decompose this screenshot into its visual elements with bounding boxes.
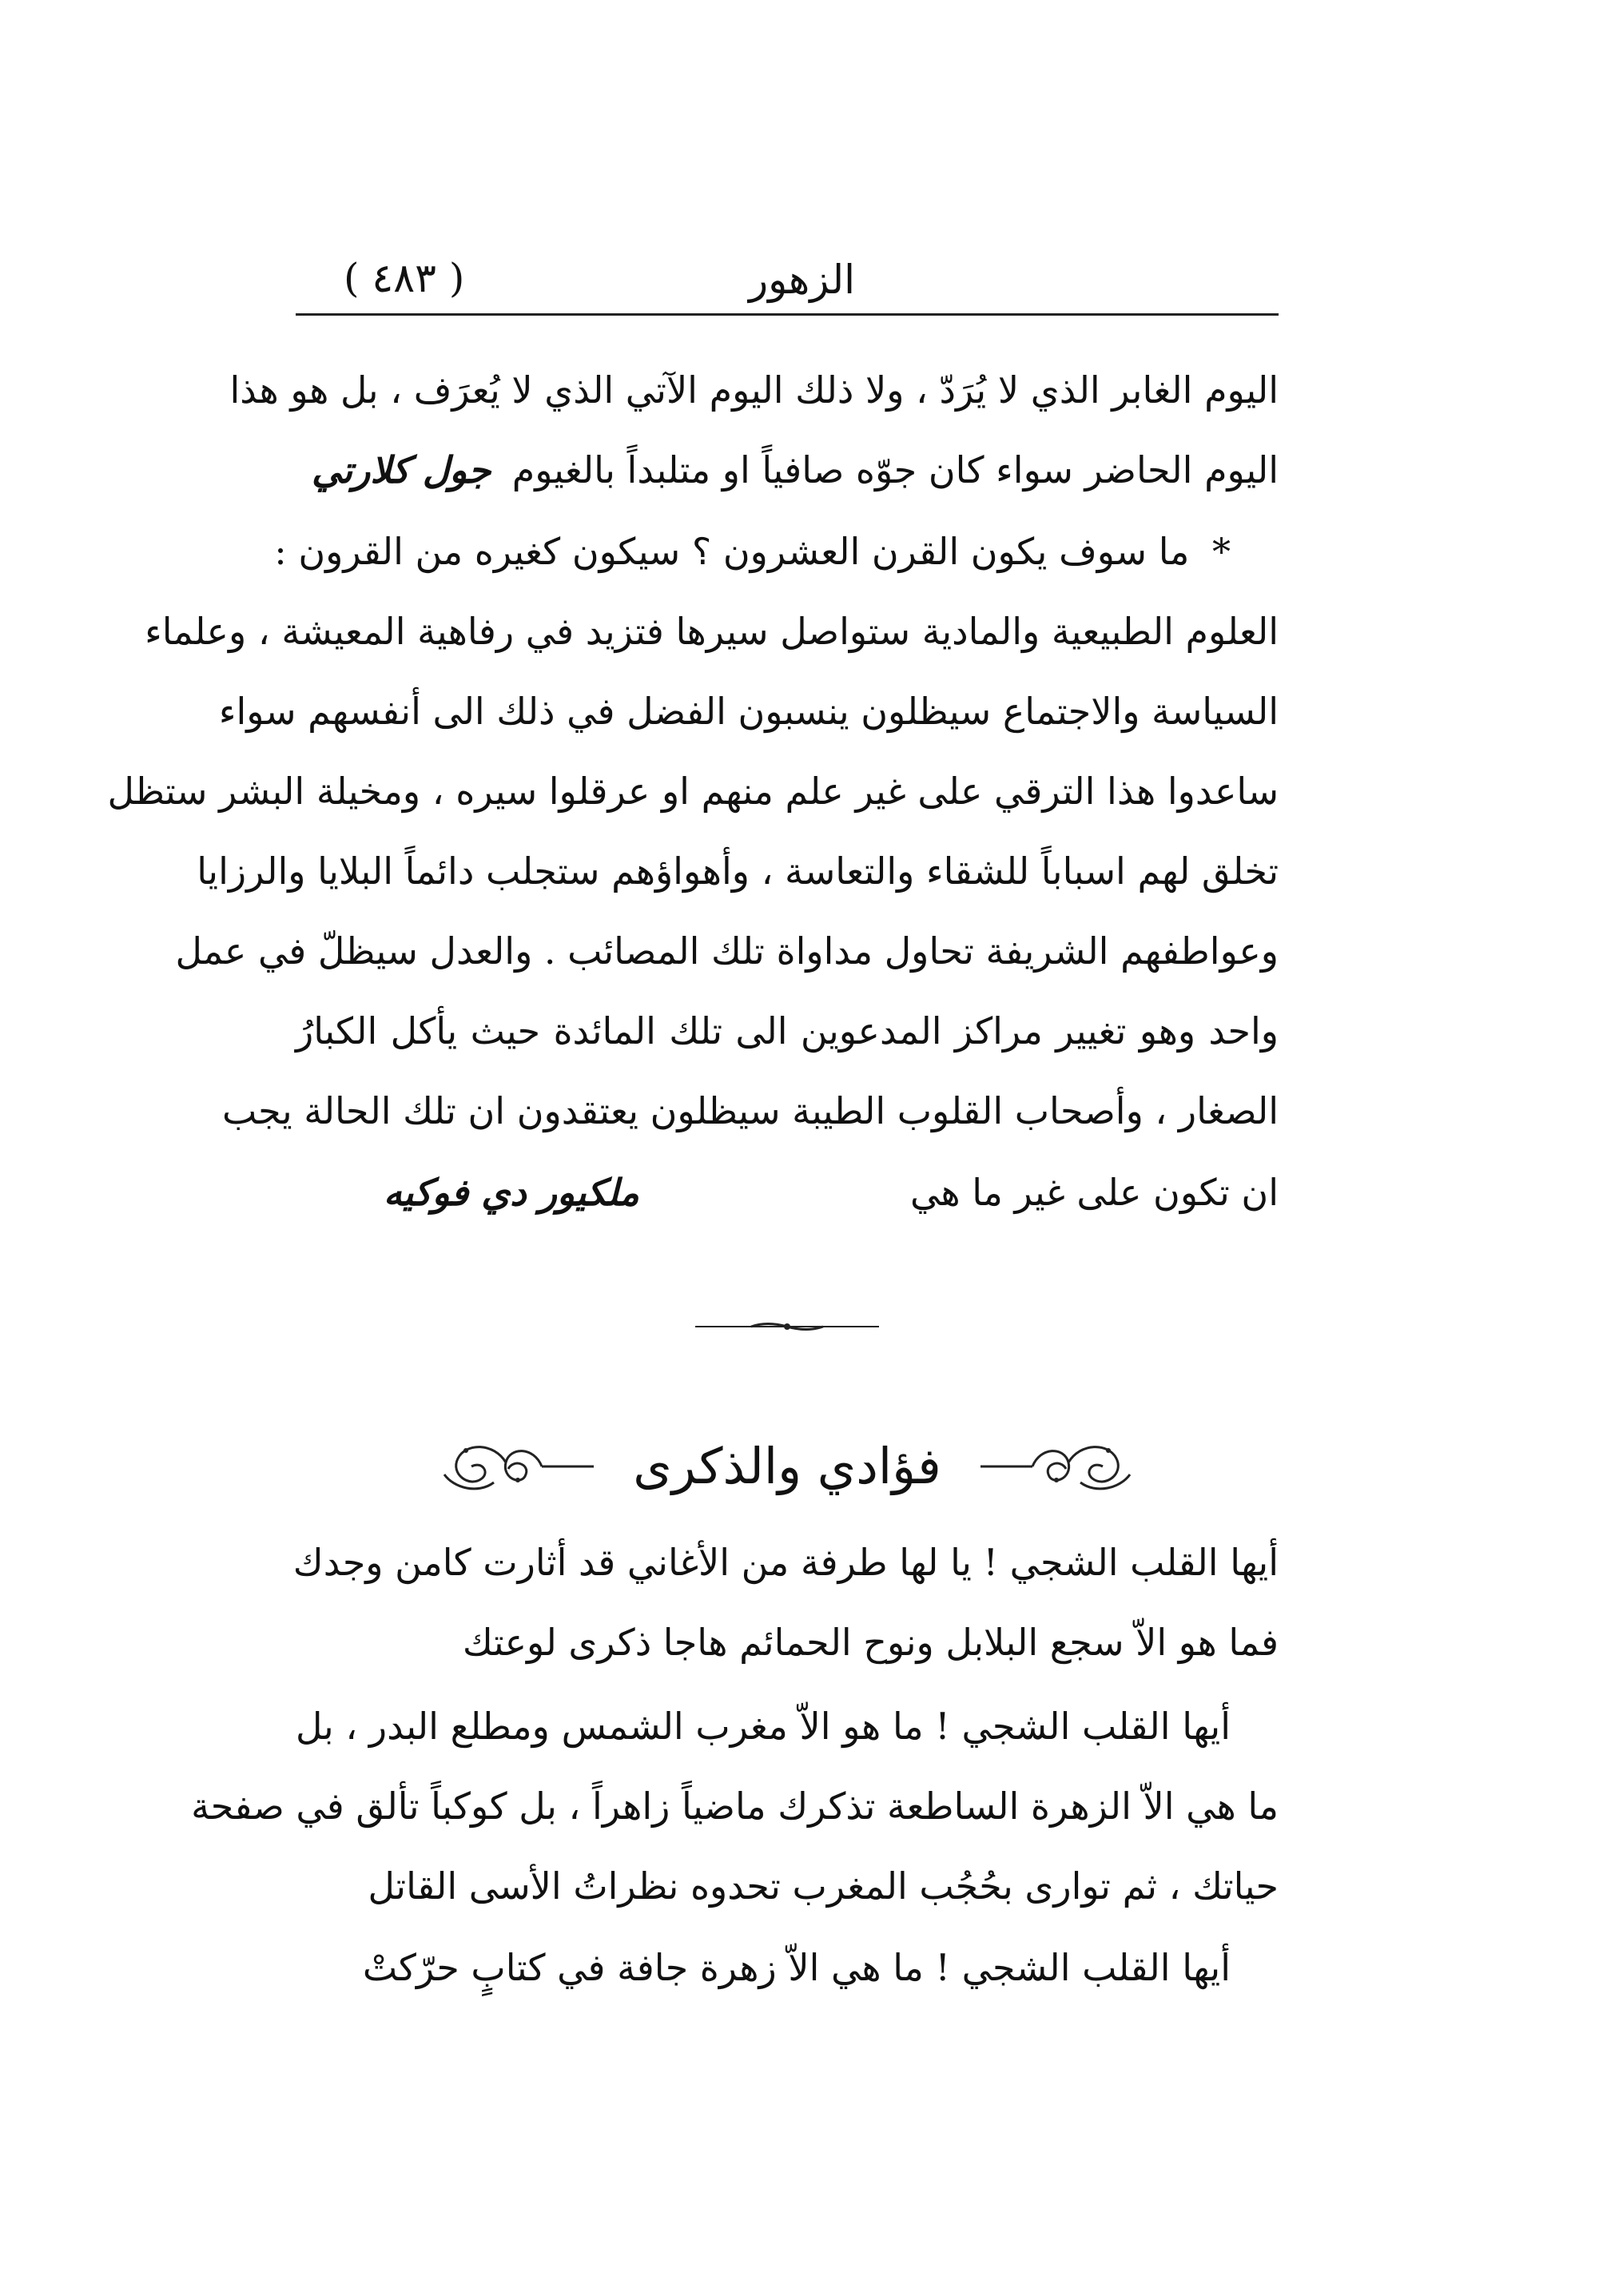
book-page [107, 0, 1279, 2296]
running-title: الزهور [748, 257, 855, 303]
text-line: السياسة والاجتماع سيظلون ينسبون الفضل في ذلك الى أنفسهم سواء [218, 690, 1279, 733]
right-ornament-icon [438, 1438, 598, 1494]
poem-line: أيها القلب الشجي ! يا لها طرفة من الأغاني قد أثارت كامن وجدك [292, 1541, 1279, 1584]
poem-line: ما هي الاّ الزهرة الساطعة تذكرك ماضياً زاهراً ، بل كوكباً تألق في صفحة [191, 1785, 1279, 1828]
page-number: ( ٤٨٣ ) [344, 255, 465, 301]
running-header [296, 240, 1279, 312]
poem-line: أيها القلب الشجي ! ما هي الاّ زهرة جافة في كتابٍ حرّكتْ [362, 1946, 1231, 1989]
text-line: ساعدوا هذا الترقي على غير علم منهم او عرقلوا سيره ، ومخيلة البشر ستظل [107, 770, 1279, 813]
text-line: الصغار ، وأصحاب القلوب الطيبة سيظلون يعتقدون ان تلك الحالة يجب [222, 1089, 1279, 1132]
text-line: وعواطفهم الشريفة تحاول مداواة تلك المصائب . والعدل سيظلّ في عمل [175, 929, 1279, 973]
text-line [274, 511, 1279, 591]
author-signature: ملكيور دي فوكيه [384, 1171, 639, 1214]
text-line [296, 430, 1279, 510]
author-signature: جول كلارتي [312, 448, 491, 491]
text-line: العلوم الطبيعية والمادية ستواصل سيرها فتزيد في رفاهية المعيشة ، وعلماء [145, 610, 1279, 653]
text-line: واحد وهو تغيير مراكز المدعوين الى تلك المائدة حيث يأكل الكبارُ [296, 1009, 1279, 1052]
text-line-content: ان تكون على غير ما هي [909, 1171, 1279, 1214]
poem-line: فما هو الاّ سجع البلابل ونوح الحمائم هاجا ذكرى لوعتك [462, 1621, 1279, 1664]
poem-title: فؤادي والذكرى [633, 1436, 941, 1495]
poem-line: أيها القلب الشجي ! ما هو الاّ مغرب الشمس ومطلع البدر ، بل [296, 1705, 1231, 1748]
poem-title-block [296, 1415, 1279, 1510]
text-line-content: اليوم الحاضر سواء كان جوّه صافياً او متلبداً بالغيوم [511, 448, 1279, 491]
text-line: اليوم الغابر الذي لا يُرَدّ ، ولا ذلك اليوم الآتي الذي لا يُعرَف ، بل هو هذا [229, 368, 1279, 412]
header-rule [296, 313, 1279, 316]
text-line-content: ما سوف يكون القرن العشرون ؟ سيكون كغيره من القرون : [274, 530, 1190, 573]
left-ornament-icon [977, 1438, 1136, 1494]
text-line [296, 1152, 1279, 1232]
text-line: تخلق لهم اسباباً للشقاء والتعاسة ، وأهواؤهم ستجلب دائماً البلايا والرزايا [197, 850, 1279, 893]
section-divider [695, 1321, 879, 1332]
section-marker: * [1212, 530, 1231, 573]
poem-line: حياتك ، ثم توارى بحُجُب المغرب تحدوه نظراتُ الأسى القاتل [368, 1864, 1279, 1908]
